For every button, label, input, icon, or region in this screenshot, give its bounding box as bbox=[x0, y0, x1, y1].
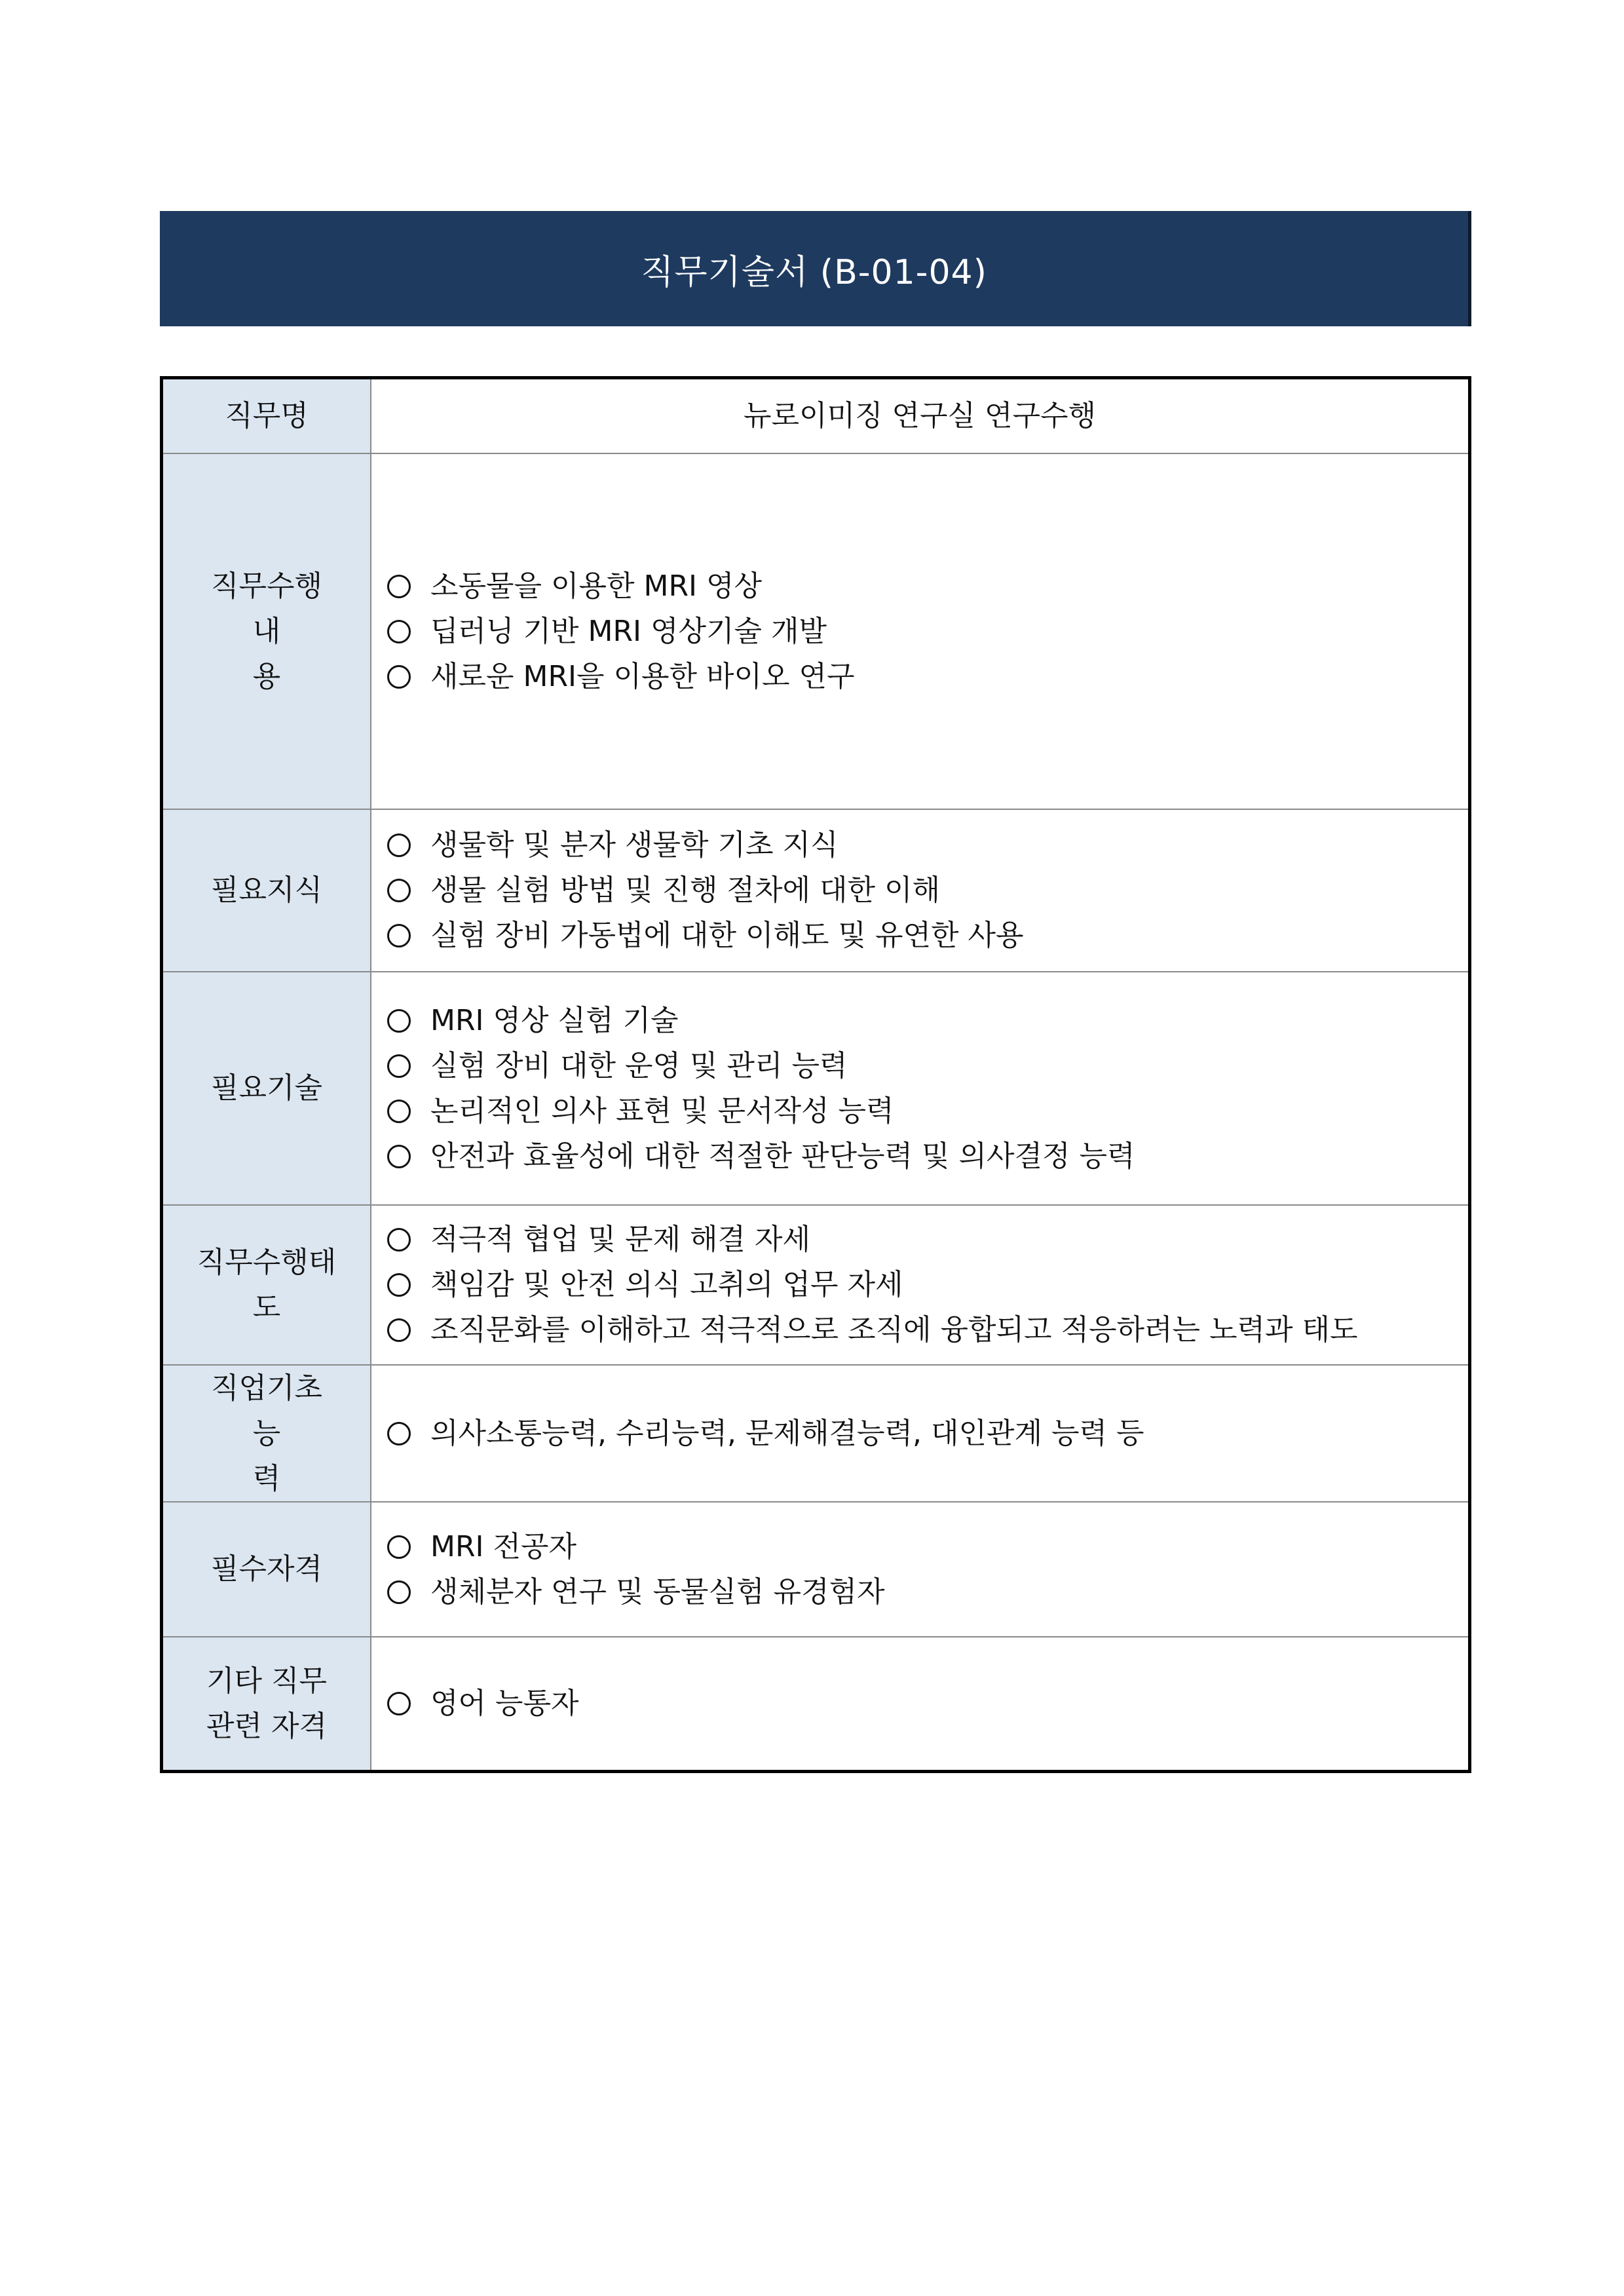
table-row-knowledge bbox=[162, 809, 1470, 972]
circle-bullet-icon bbox=[387, 879, 411, 902]
table-row-attitude bbox=[162, 1205, 1470, 1365]
table-row-duties bbox=[162, 453, 1470, 809]
row-header-label: 관련 자격 bbox=[206, 1709, 327, 1743]
job-name-value: 뉴로이미징 연구실 연구수행 bbox=[371, 378, 1470, 453]
circle-bullet-icon bbox=[387, 1318, 411, 1342]
circle-bullet-icon bbox=[387, 1422, 411, 1445]
list-item: 책임감 및 안전 의식 고취의 업무 자세 bbox=[387, 1262, 1452, 1307]
list-item: 생물학 및 분자 생물학 기초 지식 bbox=[387, 822, 1452, 868]
row-header bbox=[162, 1365, 371, 1502]
list-item: 실험 장비 가동법에 대한 이해도 및 유연한 사용 bbox=[387, 913, 1452, 958]
row-header-label: 능 력 bbox=[252, 1416, 335, 1495]
title-bar bbox=[160, 211, 1471, 326]
table-row-job-name bbox=[162, 378, 1470, 453]
circle-bullet-icon bbox=[387, 575, 411, 598]
row-header-label: 내 용 bbox=[252, 614, 335, 693]
list-item: 적극적 협업 및 문제 해결 자세 bbox=[387, 1217, 1452, 1262]
list-item: 영어 능통자 bbox=[387, 1681, 1452, 1726]
row-header-label: 기타 직무 bbox=[206, 1664, 327, 1698]
row-header bbox=[162, 453, 371, 809]
circle-bullet-icon bbox=[387, 924, 411, 947]
required-qualifications-content bbox=[371, 1502, 1470, 1637]
row-header-label: 직업기초 bbox=[210, 1371, 322, 1405]
row-header-label: 필요기술 bbox=[210, 1071, 322, 1105]
job-description-table bbox=[160, 376, 1471, 1773]
list-item: 안전과 효율성에 대한 적절한 판단능력 및 의사결정 능력 bbox=[387, 1134, 1452, 1179]
circle-bullet-icon bbox=[387, 833, 411, 857]
row-header-label: 직무수행태 bbox=[197, 1245, 337, 1279]
row-header-label: 도 bbox=[252, 1290, 281, 1324]
list-item: 딥러닝 기반 MRI 영상기술 개발 bbox=[387, 609, 1452, 654]
list-item: 의사소통능력, 수리능력, 문제해결능력, 대인관계 능력 등 bbox=[387, 1411, 1452, 1456]
skills-content bbox=[371, 972, 1470, 1205]
list-item: 생물 실험 방법 및 진행 절차에 대한 이해 bbox=[387, 868, 1452, 913]
list-item: 조직문화를 이해하고 적극적으로 조직에 융합되고 적응하려는 노력과 태도 bbox=[387, 1307, 1452, 1352]
circle-bullet-icon bbox=[387, 1009, 411, 1033]
knowledge-content bbox=[371, 809, 1470, 972]
row-header-label: 필수자격 bbox=[210, 1552, 322, 1586]
circle-bullet-icon bbox=[387, 1100, 411, 1123]
table-row-skills bbox=[162, 972, 1470, 1205]
list-item: MRI 영상 실험 기술 bbox=[387, 998, 1452, 1043]
row-header-label: 직무명 bbox=[225, 399, 309, 433]
row-header-label: 직무수행 bbox=[210, 569, 322, 603]
circle-bullet-icon bbox=[387, 1228, 411, 1252]
list-item: 논리적인 의사 표현 및 문서작성 능력 bbox=[387, 1088, 1452, 1134]
circle-bullet-icon bbox=[387, 1145, 411, 1168]
document-title: 직무기술서 (B-01-04) bbox=[641, 252, 987, 292]
list-item: 생체분자 연구 및 동물실험 유경험자 bbox=[387, 1569, 1452, 1615]
attitude-content bbox=[371, 1205, 1470, 1365]
circle-bullet-icon bbox=[387, 665, 411, 689]
table-row-other-qualifications bbox=[162, 1637, 1470, 1772]
circle-bullet-icon bbox=[387, 620, 411, 643]
duties-content bbox=[371, 453, 1470, 809]
circle-bullet-icon bbox=[387, 1535, 411, 1559]
table-row-basic-competency bbox=[162, 1365, 1470, 1502]
list-item: 실험 장비 대한 운영 및 관리 능력 bbox=[387, 1043, 1452, 1088]
row-header bbox=[162, 809, 371, 972]
row-header bbox=[162, 378, 371, 453]
other-qualifications-content bbox=[371, 1637, 1470, 1772]
circle-bullet-icon bbox=[387, 1580, 411, 1604]
circle-bullet-icon bbox=[387, 1273, 411, 1297]
basic-competency-content bbox=[371, 1365, 1470, 1502]
list-item: MRI 전공자 bbox=[387, 1524, 1452, 1569]
row-header bbox=[162, 1637, 371, 1772]
row-header bbox=[162, 972, 371, 1205]
circle-bullet-icon bbox=[387, 1692, 411, 1715]
list-item: 소동물을 이용한 MRI 영상 bbox=[387, 564, 1452, 609]
row-header bbox=[162, 1205, 371, 1365]
row-header-label: 필요지식 bbox=[210, 873, 322, 907]
table-row-required-qualifications bbox=[162, 1502, 1470, 1637]
list-item: 새로운 MRI을 이용한 바이오 연구 bbox=[387, 654, 1452, 699]
circle-bullet-icon bbox=[387, 1054, 411, 1078]
row-header bbox=[162, 1502, 371, 1637]
